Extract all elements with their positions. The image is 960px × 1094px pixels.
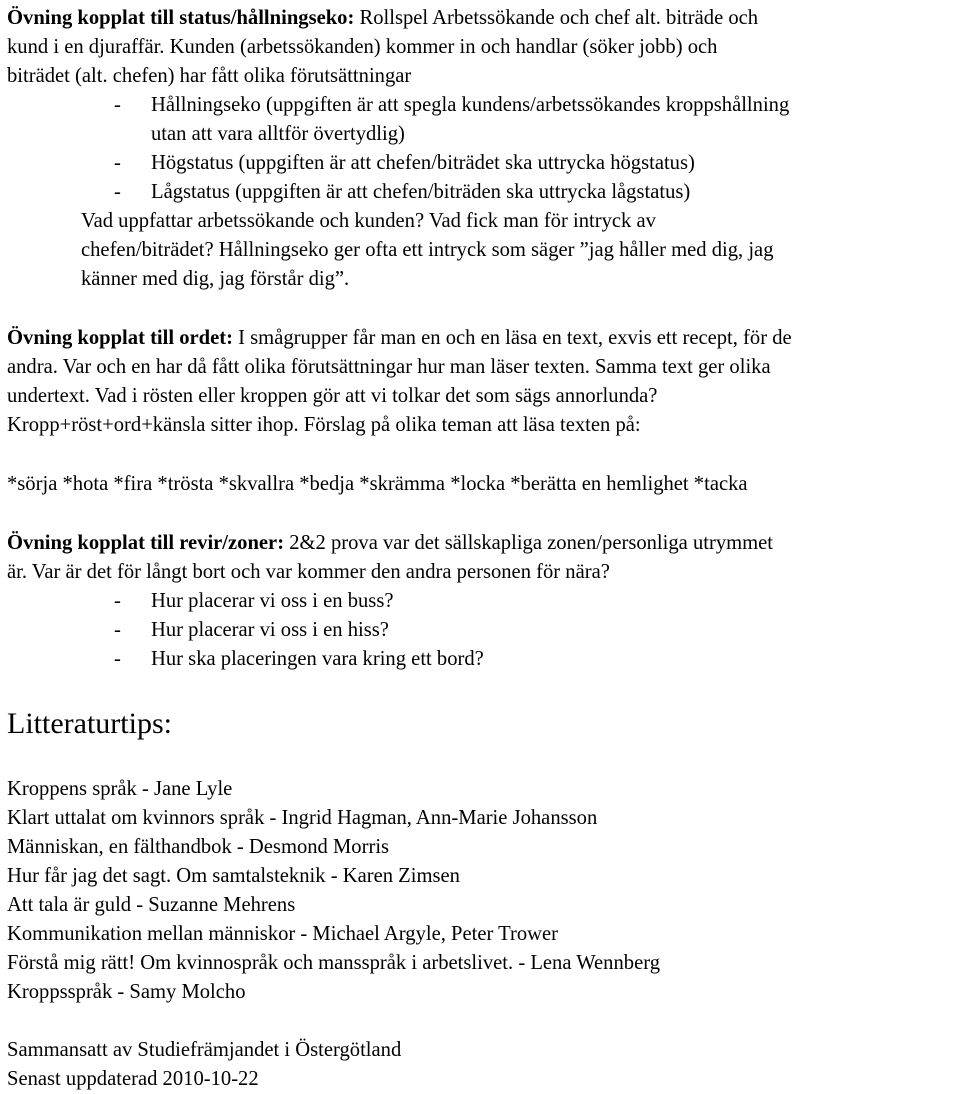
exercise-status-questions <box>81 207 957 294</box>
document-footer <box>7 1036 957 1094</box>
book-item: Kommunikation mellan människor - Michael Argyle, Peter Trower <box>7 923 558 945</box>
book-item: Klart uttalat om kvinnors språk - Ingrid Hagman, Ann-Marie Johansson <box>7 807 598 829</box>
list-item <box>114 91 957 120</box>
book-list <box>7 775 957 1007</box>
exercise-word-section <box>7 324 957 499</box>
exercise-zones-list <box>114 587 957 674</box>
last-updated: Senast uppdaterad 2010-10-22 <box>7 1068 259 1090</box>
list-item-text: Högstatus (uppgiften är att chefen/biträdet ska uttrycka högstatus) <box>151 152 695 174</box>
exercise-word-text: I smågrupper får man en och en läsa en text, exvis ett recept, för de <box>233 327 792 349</box>
exercise-zones-section <box>7 529 957 674</box>
question-line: känner med dig, jag förstår dig”. <box>81 268 350 290</box>
exercise-word-line-3: undertext. Vad i rösten eller kroppen gör att vi tolkar det som sägs annorlunda? <box>7 385 658 407</box>
list-dash: - <box>114 619 121 641</box>
exercise-status-intro-line-3: biträdet (alt. chefen) har fått olika förutsättningar <box>7 65 412 87</box>
list-item-text: Lågstatus (uppgiften är att chefen/biträden ska uttrycka lågstatus) <box>151 181 691 203</box>
question-line: chefen/biträdet? Hållningseko ger ofta ett intryck som säger ”jag håller med dig, jag <box>81 239 774 261</box>
compiled-by: Sammansatt av Studiefrämjandet i Östergötland <box>7 1039 402 1061</box>
book-item: Kroppsspråk - Samy Molcho <box>7 981 246 1003</box>
literature-heading: Litteraturtips: <box>7 707 172 740</box>
list-item-text: Hur placerar vi oss i en buss? <box>151 590 394 612</box>
book-item: Människan, en fälthandbok - Desmond Morris <box>7 836 390 858</box>
exercise-status-list <box>114 91 957 207</box>
exercise-status-intro-line-1 <box>7 4 957 33</box>
exercise-word-heading: Övning kopplat till ordet: <box>7 327 233 349</box>
list-dash: - <box>114 648 121 670</box>
exercise-word-line-1 <box>7 324 957 353</box>
question-line: Vad uppfattar arbetssökande och kunden? Vad fick man för intryck av <box>81 210 656 232</box>
list-item <box>114 616 957 645</box>
exercise-status-section <box>7 0 957 294</box>
exercise-zones-text: 2&2 prova var det sällskapliga zonen/personliga utrymmet <box>284 532 774 554</box>
exercise-zones-heading: Övning kopplat till revir/zoner: <box>7 532 285 554</box>
list-item-text: Hållningseko (uppgiften är att spegla kundens/arbetssökandes kroppshållning <box>151 94 790 116</box>
document-page <box>7 0 957 1094</box>
exercise-zones-line-2: är. Var är det för långt bort och var kommer den andra personen för nära? <box>7 561 610 583</box>
exercise-word-line-4: Kropp+röst+ord+känsla sitter ihop. Förslag på olika teman att läsa texten på: <box>7 414 641 436</box>
exercise-zones-line-1 <box>7 529 957 558</box>
list-item-continuation: utan att vara alltför övertydlig) <box>151 123 405 145</box>
list-item-text: Hur ska placeringen vara kring ett bord? <box>151 648 484 670</box>
list-dash: - <box>114 590 121 612</box>
list-item <box>114 587 957 616</box>
list-item <box>114 645 957 674</box>
literature-section <box>7 706 957 1007</box>
list-dash: - <box>114 94 121 116</box>
exercise-status-intro-text: Rollspel Arbetssökande och chef alt. biträde och <box>354 7 759 29</box>
list-item <box>114 178 957 207</box>
list-item <box>114 149 957 178</box>
reading-themes: *sörja *hota *fira *trösta *skvallra *bedja *skrämma *locka *berätta en hemlighet *tacka <box>7 473 748 495</box>
book-item: Kroppens språk - Jane Lyle <box>7 778 233 800</box>
list-dash: - <box>114 181 121 203</box>
exercise-status-heading: Övning kopplat till status/hållningseko: <box>7 7 355 29</box>
exercise-word-line-2: andra. Var och en har då fått olika förutsättningar hur man läser texten. Samma text ger olika <box>7 356 771 378</box>
exercise-status-intro-line-2: kund i en djuraffär. Kunden (arbetssökanden) kommer in och handlar (söker jobb) och <box>7 36 718 58</box>
list-dash: - <box>114 152 121 174</box>
book-item: Att tala är guld - Suzanne Mehrens <box>7 894 296 916</box>
list-item-text: Hur placerar vi oss i en hiss? <box>151 619 389 641</box>
book-item: Hur får jag det sagt. Om samtalsteknik - Karen Zimsen <box>7 865 460 887</box>
book-item: Förstå mig rätt! Om kvinnospråk och mansspråk i arbetslivet. - Lena Wennberg <box>7 952 660 974</box>
